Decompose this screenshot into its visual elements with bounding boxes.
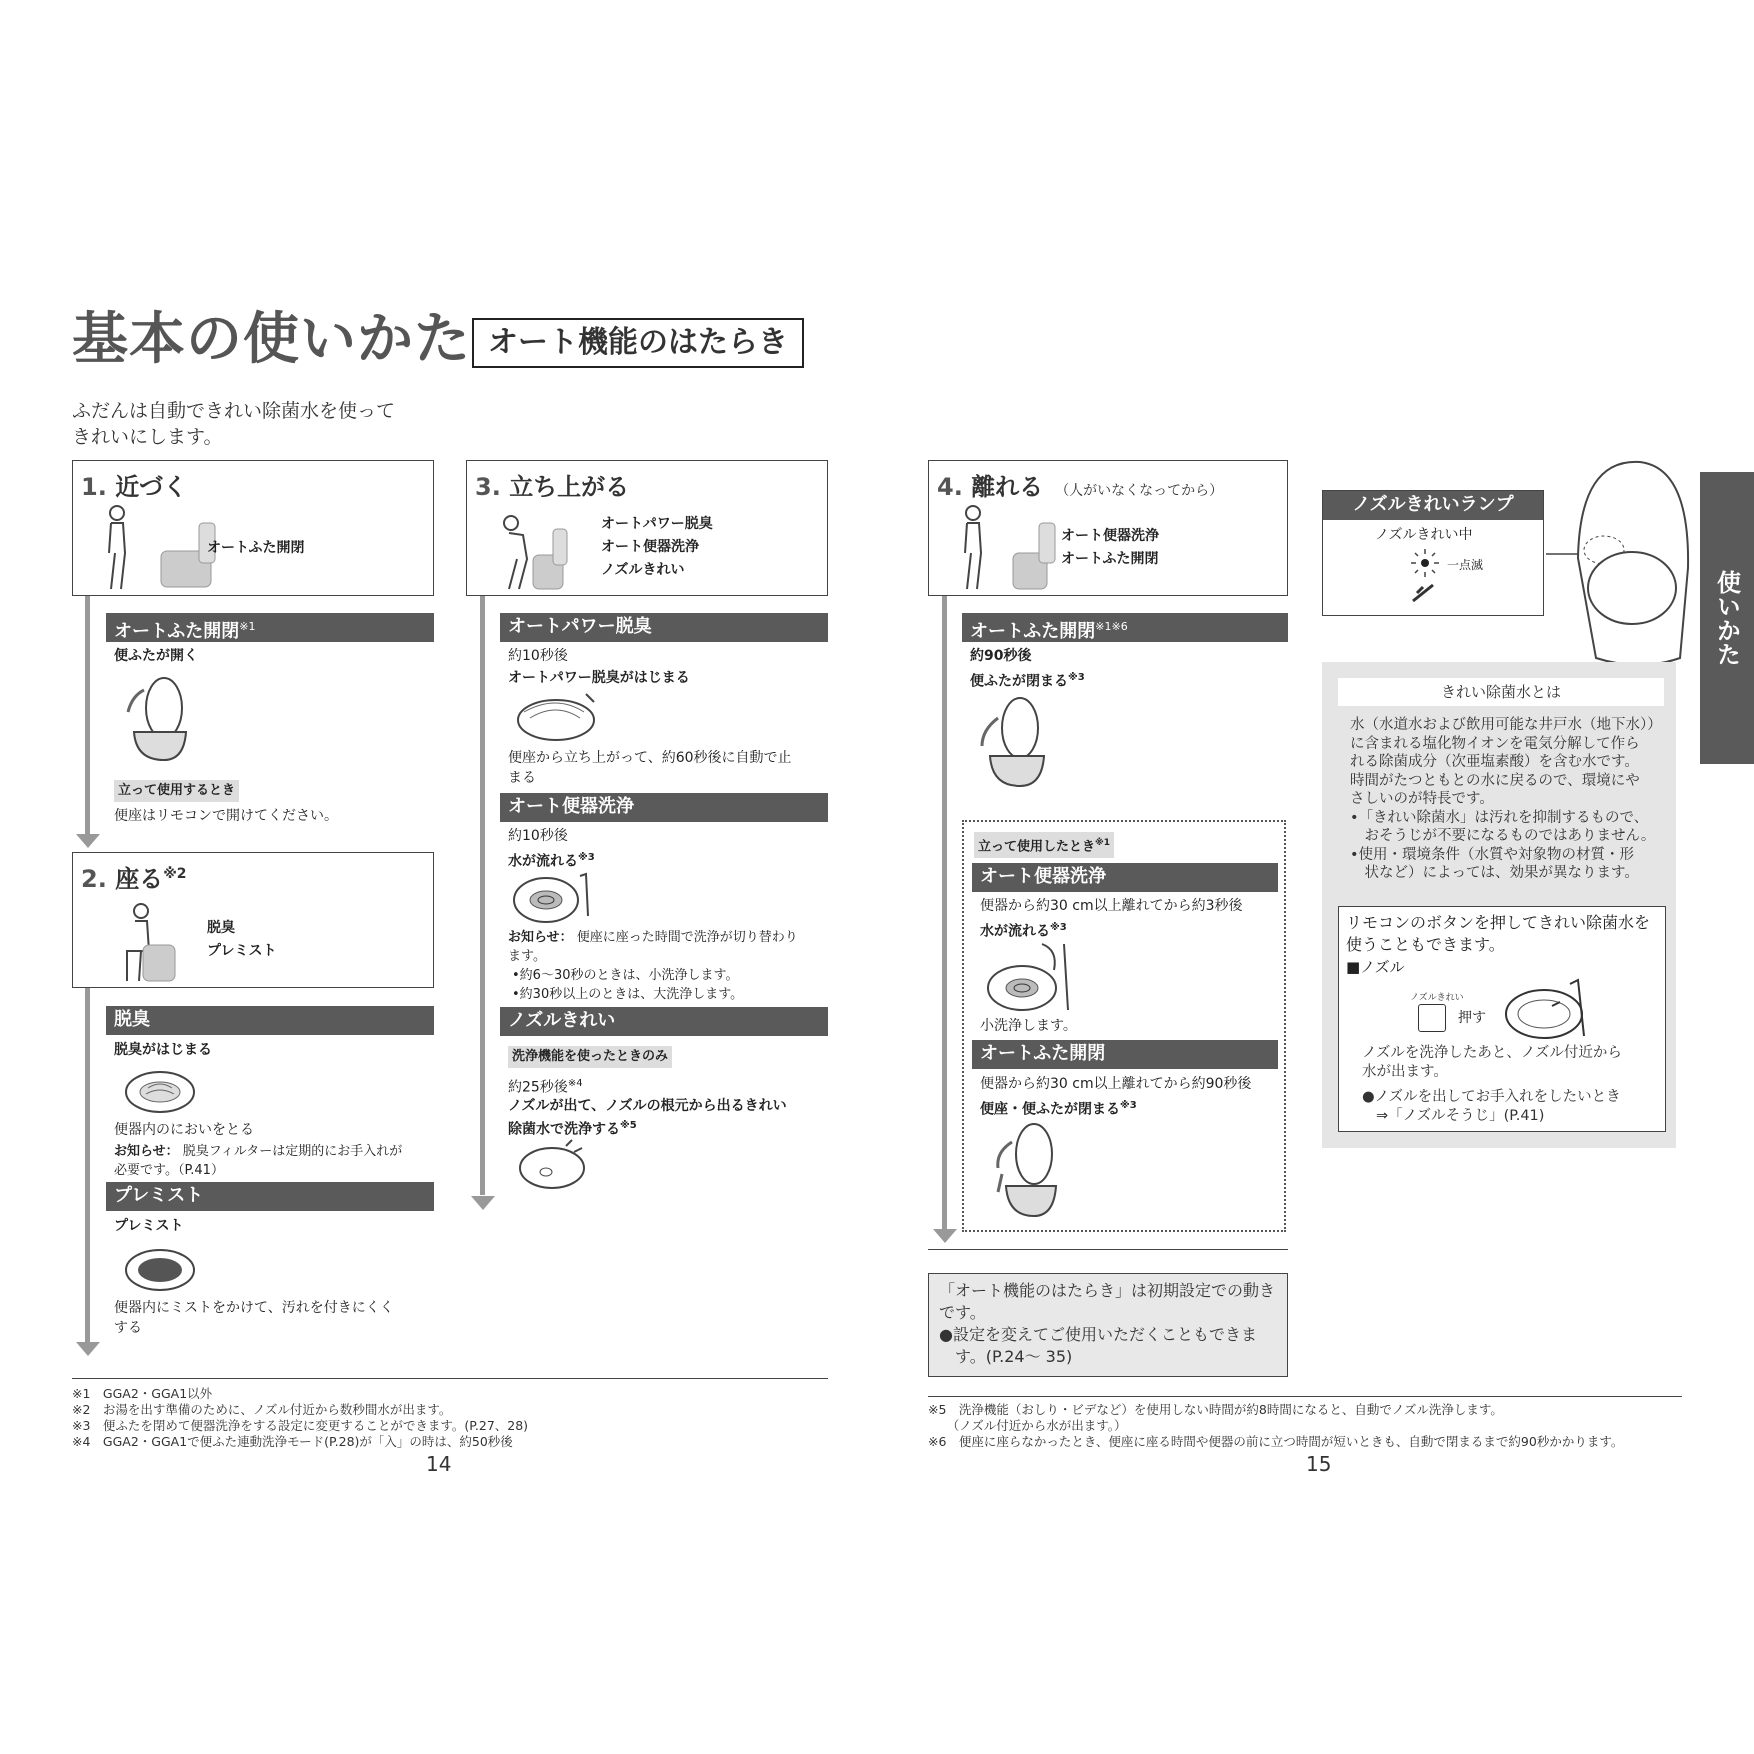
flow-line-2: [85, 988, 90, 1342]
bar-power-deodor: オートパワー脱臭: [500, 613, 828, 642]
step-3-box: 3. 立ち上がる オートパワー脱臭 オート便器洗浄 ノズルきれい: [466, 460, 828, 596]
page-title: 基本の使いかた: [72, 307, 471, 372]
flow-arrow: [471, 1196, 495, 1210]
power-deodor-seat-icon: [514, 690, 604, 746]
flow-line-1: [85, 595, 90, 835]
person-leaving-icon: [959, 503, 1069, 593]
bar-auto-lid-close: オートふた開閉$^{※1※6}$: [962, 613, 1288, 642]
divider: [72, 1378, 828, 1379]
toilet-lid-open-icon: [126, 672, 196, 762]
deodor-bowl-icon: [122, 1060, 202, 1116]
lead-text: ふだんは自動できれい除菌水を使って きれいにします。: [72, 400, 396, 448]
flow-arrow: [76, 834, 100, 848]
bar-deodor: 脱臭: [106, 1006, 434, 1035]
bar-nozzle-clean: ノズルきれい: [500, 1007, 828, 1036]
step-1-box: 1. 近づく オートふた開閉: [72, 460, 434, 596]
footnotes-left: ※1 GGA2・GGA1以外 ※2 お湯を出す準備のために、ノズル付近から数秒間水が出ます。 ※3 便ふたを閉めて便器洗浄をする設定に変更することができます。(P.27、28) ※4 GGA2・GGA1で便ふた連動洗浄モード(P.28)が「入」の時は、約50秒後: [72, 1386, 529, 1449]
page-number-right: 15: [1306, 1452, 1332, 1476]
step-4-label: 離れる: [971, 473, 1044, 501]
side-tab-usage[interactable]: 使いかた: [1700, 472, 1754, 764]
bar-premist: プレミスト: [106, 1182, 434, 1211]
nozzle-clean-button[interactable]: [1418, 1004, 1446, 1032]
nozzle-seat-icon: [516, 1138, 596, 1194]
step-4-box: 4. 離れる （人がいなくなってから） オート便器洗浄 オートふた開閉: [928, 460, 1288, 596]
toilet-lid-closing-icon: [976, 694, 1056, 790]
standing-flush-icon: [982, 940, 1082, 1016]
info-box: 「オート機能のはたらき」は初期設定での動き です。 ●設定を変えてご使用いただくこともできま す。(P.24〜 35): [928, 1273, 1288, 1377]
step-1-label: 近づく: [115, 473, 188, 501]
flush-bowl-icon: [510, 866, 602, 928]
divider: [928, 1396, 1682, 1397]
flow-line-3: [480, 595, 485, 1195]
flow-arrow: [933, 1229, 957, 1243]
premist-bowl-icon: [122, 1240, 202, 1296]
flow-line-4: [942, 595, 947, 1229]
step-2-label: 座る: [115, 865, 164, 893]
person-standing-up-icon: [497, 513, 587, 593]
bar-standing-lid: オートふた開閉: [972, 1040, 1278, 1069]
bar-auto-flush: オート便器洗浄: [500, 793, 828, 822]
step-3-label: 立ち上がる: [509, 473, 630, 501]
link-nozzle-cleaning[interactable]: ⇒「ノズルそうじ」(P.41): [1376, 1107, 1545, 1124]
water-title-box: きれい除菌水とは: [1338, 678, 1664, 706]
divider: [928, 1249, 1288, 1250]
bar-standing-flush: オート便器洗浄: [972, 863, 1278, 892]
nozzle-lamp-box: ノズルきれいランプ ノズルきれい中 一点滅: [1322, 490, 1544, 616]
flow-arrow: [76, 1342, 100, 1356]
nozzle-seat-side-icon: [1502, 978, 1594, 1042]
toilet-side-view-icon: [1540, 458, 1700, 678]
page-number-left: 14: [426, 1452, 452, 1476]
person-sitting-icon: [113, 901, 193, 985]
bar-auto-lid: オートふた開閉$^{※1}$: [106, 613, 434, 642]
standing-lid-close-icon: [988, 1120, 1068, 1220]
step-2-box: 2. 座る$^{※2}$ 脱臭 プレミスト: [72, 852, 434, 988]
footnotes-right: ※5 洗浄機能（おしり・ビデなど）を使用しない時間が約8時間になると、自動でノズル洗浄します。 （ノズル付近から水が出ます。） ※6 便座に座らなかったとき、便座に座る時間や便器の前に立つ時間が短いときも、自動で閉まるまで約90秒かかります。: [928, 1402, 1624, 1449]
section-subtitle: オート機能のはたらき: [472, 318, 804, 368]
